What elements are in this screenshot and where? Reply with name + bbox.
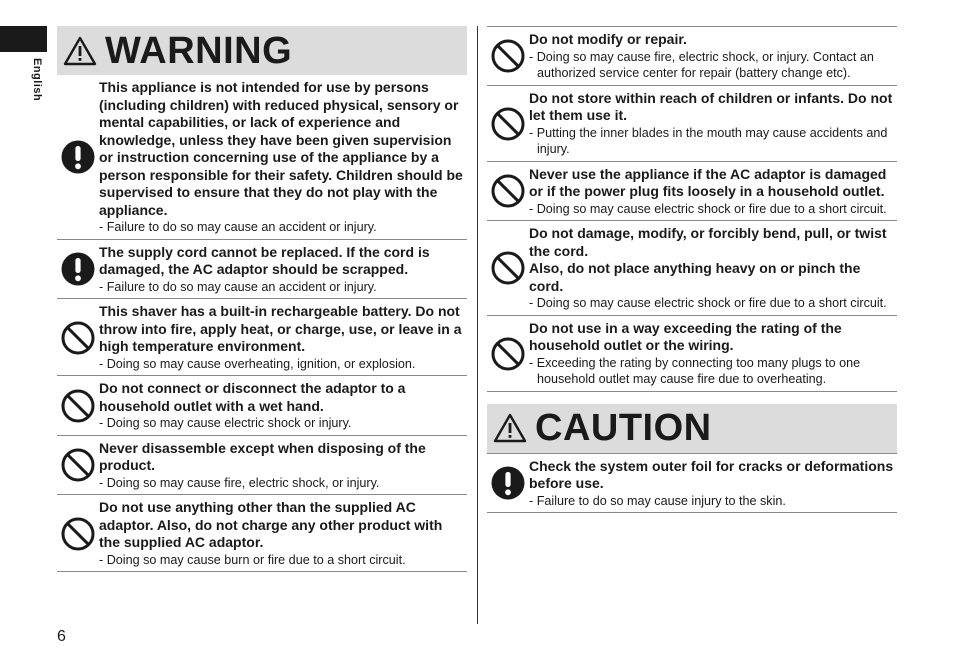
entry-note: - Doing so may cause electric shock or injury. [99, 416, 352, 430]
entry-text [99, 440, 467, 492]
entry-text [99, 380, 467, 432]
entry-note: - Doing so may cause burn or fire due to a short circuit. [99, 552, 406, 567]
exclamation-icon [57, 139, 99, 175]
entry-heading: This appliance is not intended for use by persons (including children) with reduced physical, sensory or mental capabilities, or lack of experience and knowledge, unless they have been given supervision or instruction concerning use of the appliance by a person responsible for their safety. Children should be supervised to ensure that they do not play with the appliance. [99, 79, 463, 218]
entry-heading: This shaver has a built-in rechargeable battery. Do not throw into fire, apply heat, or charge, use, or leave in a high temperature environment. [99, 303, 462, 354]
language-label: English [31, 58, 43, 102]
entry-text [99, 303, 467, 372]
entry-text [99, 499, 467, 568]
prohibited-icon [487, 173, 529, 209]
warning-list [57, 75, 467, 572]
warning-item [487, 26, 897, 86]
entry-note: - Failure to do so may cause injury to the skin. [529, 493, 786, 508]
warning-item [57, 75, 467, 240]
caution-banner [487, 404, 897, 453]
entry-note: - Doing so may cause fire, electric shock, or injury. Contact an authorized service center for repair (battery change etc). [529, 49, 874, 80]
exclamation-icon [57, 251, 99, 287]
warning-continued-list [487, 26, 897, 392]
warning-item [57, 436, 467, 496]
entry-note: - Failure to do so may cause an accident or injury. [99, 220, 377, 234]
warning-item [487, 316, 897, 392]
entry-heading: Do not modify or repair. [529, 31, 687, 47]
prohibited-icon [57, 388, 99, 424]
entry-note: - Exceeding the rating by connecting too many plugs to one household outlet may cause fire due to overheating. [529, 355, 861, 386]
exclamation-icon [487, 465, 529, 501]
warning-item [487, 162, 897, 222]
entry-text [529, 225, 897, 312]
warning-item [487, 86, 897, 162]
entry-text [529, 90, 897, 158]
warning-section [57, 26, 467, 572]
caution-item [487, 453, 897, 514]
prohibited-icon [487, 336, 529, 372]
entry-heading: Do not use in a way exceeding the rating of the household outlet or the wiring. [529, 319, 842, 353]
language-tab [0, 26, 47, 52]
warning-banner [57, 26, 467, 75]
entry-heading: The supply cord cannot be replaced. If the cord is damaged, the AC adaptor should be scrapped. [99, 243, 430, 277]
warning-item [57, 240, 467, 300]
warning-title: WARNING [105, 29, 293, 72]
entry-heading: Do not use anything other than the supplied AC adaptor. Also, do not charge any other product with the supplied AC adaptor. [99, 499, 443, 550]
warning-item [57, 376, 467, 436]
entry-heading: Do not damage, modify, or forcibly bend, pull, or twist the cord. [529, 225, 887, 259]
entry-heading: Do not store within reach of children or infants. Do not let them use it. [529, 89, 893, 123]
prohibited-icon [487, 38, 529, 74]
warning-triangle-icon [63, 36, 97, 66]
entry-heading: Also, do not place anything heavy on or pinch the cord. [529, 260, 861, 294]
prohibited-icon [57, 320, 99, 356]
prohibited-icon [57, 447, 99, 483]
entry-note: - Doing so may cause electric shock or fire due to a short circuit. [529, 201, 887, 216]
entry-heading: Never disassemble except when disposing of the product. [99, 439, 426, 473]
entry-heading: Do not connect or disconnect the adaptor to a household outlet with a wet hand. [99, 380, 406, 414]
caution-title: CAUTION [535, 407, 712, 449]
entry-note: - Doing so may cause overheating, ignition, or explosion. [99, 356, 416, 371]
warning-item [57, 495, 467, 572]
entry-text [529, 458, 897, 510]
caution-list [487, 453, 897, 514]
prohibited-icon [487, 106, 529, 142]
entry-note: - Failure to do so may cause an accident or injury. [99, 279, 377, 294]
warning-continued-section [487, 26, 897, 513]
entry-text [529, 31, 897, 82]
warning-item [487, 221, 897, 316]
entry-text [99, 79, 467, 236]
caution-triangle-icon [493, 413, 527, 443]
entry-heading: Check the system outer foil for cracks or deformations before use. [529, 457, 894, 491]
entry-text [529, 320, 897, 388]
prohibited-icon [487, 250, 529, 286]
page-number: 6 [57, 628, 66, 645]
entry-heading: Never use the appliance if the AC adaptor is damaged or if the power plug fits loosely in a household outlet. [529, 165, 887, 199]
entry-note: - Putting the inner blades in the mouth may cause accidents and injury. [529, 125, 888, 156]
entry-text [529, 166, 897, 218]
prohibited-icon [57, 516, 99, 552]
entry-text [99, 244, 467, 296]
warning-item [57, 299, 467, 376]
entry-note: - Doing so may cause electric shock or fire due to a short circuit. [529, 296, 887, 310]
column-divider [477, 26, 478, 624]
entry-note: - Doing so may cause fire, electric shock, or injury. [99, 475, 380, 490]
